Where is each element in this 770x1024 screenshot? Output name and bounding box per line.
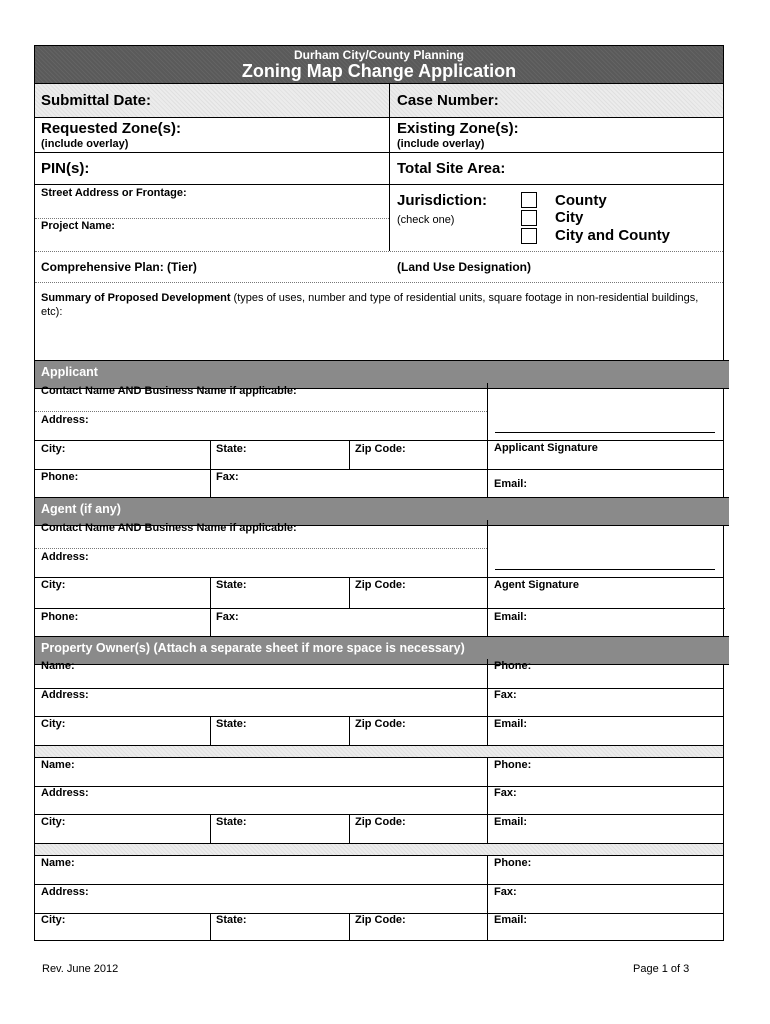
row-divider [35, 411, 487, 412]
owner-1-email-label: Email: [494, 718, 528, 730]
agent-city-label: City: [41, 579, 66, 591]
land-use-designation-label: (Land Use Designation) [397, 260, 532, 274]
owner-3-zip-label: Zip Code: [355, 914, 406, 926]
city-and-county-option-label: City and County [555, 227, 670, 244]
existing-zones-label: Existing Zone(s): [397, 120, 519, 137]
row-divider [35, 577, 723, 578]
summary-title: Summary of Proposed Development [41, 292, 231, 304]
city-option-label: City [555, 209, 584, 226]
applicant-section-header: Applicant [35, 360, 729, 389]
row-divider [35, 548, 487, 549]
form-header [35, 46, 723, 84]
owner-2-city-label: City: [41, 816, 66, 828]
agent-state-label: State: [216, 579, 247, 591]
requested-zones-label: Requested Zone(s): [41, 120, 182, 137]
row-divider [487, 608, 725, 609]
row-divider [35, 251, 723, 252]
applicant-contact-name-label: Contact Name AND Business Name if applicable: [41, 385, 297, 397]
general-divider [389, 84, 390, 251]
signature-divider [487, 520, 488, 636]
applicant-signature-label: Applicant Signature [494, 442, 598, 454]
owner-2-state-label: State: [216, 816, 247, 828]
cell-divider [487, 757, 488, 843]
owner-2-email-label: Email: [494, 816, 528, 828]
requested-zones-note: (include overlay) [41, 138, 129, 150]
agent-address-label: Address: [41, 551, 89, 563]
owner-1-name-label: Name: [41, 660, 75, 672]
revision-date: Rev. June 2012 [42, 963, 119, 975]
owner-2-name-label: Name: [41, 759, 75, 771]
summary-description: (types of uses, number and type of residential units, square footage in non-residential buildings, etc): [41, 292, 699, 318]
cell-divider [349, 440, 350, 469]
applicant-city-label: City: [41, 443, 66, 455]
agent-email-label: Email: [494, 611, 528, 623]
row-divider [35, 440, 723, 441]
cell-divider [349, 814, 350, 843]
row-divider [35, 688, 723, 689]
owner-separator-shade [35, 844, 723, 855]
street-address-label: Street Address or Frontage: [41, 187, 187, 199]
cell-divider [210, 577, 211, 636]
applicant-phone-label: Phone: [41, 471, 79, 483]
row-divider [35, 152, 723, 153]
summary-label [41, 291, 719, 319]
row-divider [35, 757, 723, 758]
owner-3-state-label: State: [216, 914, 247, 926]
owner-2-address-label: Address: [41, 787, 89, 799]
case-number-label: Case Number: [397, 92, 499, 109]
applicant-zip-label: Zip Code: [355, 443, 406, 455]
agent-phone-label: Phone: [41, 611, 79, 623]
row-divider [35, 814, 723, 815]
signature-divider [487, 383, 488, 497]
owner-1-address-label: Address: [41, 689, 89, 701]
row-divider [35, 855, 723, 856]
cell-divider [349, 577, 350, 608]
organization-name: Durham City/County Planning [293, 48, 464, 62]
jurisdiction-label: Jurisdiction: [397, 192, 488, 209]
owner-3-city-label: City: [41, 914, 66, 926]
row-divider [35, 282, 723, 283]
cell-divider [349, 716, 350, 745]
row-divider [35, 884, 723, 885]
row-divider [35, 469, 723, 470]
owner-2-zip-label: Zip Code: [355, 816, 406, 828]
cell-divider [210, 716, 211, 745]
row-divider [35, 786, 723, 787]
row-divider [35, 716, 723, 717]
existing-zones-note: (include overlay) [397, 138, 485, 150]
cell-divider [210, 913, 211, 941]
applicant-address-label: Address: [41, 414, 89, 426]
form-title: Zoning Map Change Application [241, 61, 517, 81]
applicant-signature-line[interactable] [495, 432, 715, 433]
cell-divider [487, 855, 488, 941]
agent-signature-line[interactable] [495, 569, 715, 570]
submittal-date-label: Submittal Date: [41, 92, 152, 109]
city-and-county-checkbox[interactable] [521, 228, 537, 244]
agent-zip-label: Zip Code: [355, 579, 406, 591]
cell-divider [210, 814, 211, 843]
agent-contact-name-label: Contact Name AND Business Name if applicable: [41, 522, 297, 534]
owner-1-fax-label: Fax: [494, 689, 517, 701]
pins-label: PIN(s): [41, 160, 90, 177]
zoning-application-form [34, 45, 724, 941]
applicant-email-label: Email: [494, 478, 528, 490]
agent-signature-label: Agent Signature [494, 579, 579, 591]
page-number: Page 1 of 3 [633, 963, 690, 975]
total-site-area-label: Total Site Area: [397, 160, 506, 177]
jurisdiction-note: (check one) [397, 214, 455, 226]
city-checkbox[interactable] [521, 210, 537, 226]
property-owner-section-header: Property Owner(s) (Attach a separate sheet if more space is necessary) [35, 636, 729, 665]
cell-divider [487, 659, 488, 745]
owner-separator-shade [35, 746, 723, 757]
owner-2-phone-label: Phone: [494, 759, 532, 771]
applicant-fax-label: Fax: [216, 471, 239, 483]
owner-3-email-label: Email: [494, 914, 528, 926]
owner-2-fax-label: Fax: [494, 787, 517, 799]
cell-divider [210, 440, 211, 497]
row-divider [35, 218, 389, 219]
county-option-label: County [555, 192, 607, 209]
owner-3-name-label: Name: [41, 857, 75, 869]
row-divider [35, 184, 723, 185]
owner-3-address-label: Address: [41, 886, 89, 898]
project-name-label: Project Name: [41, 220, 115, 232]
owner-1-state-label: State: [216, 718, 247, 730]
owner-1-zip-label: Zip Code: [355, 718, 406, 730]
owner-1-phone-label: Phone: [494, 660, 532, 672]
applicant-state-label: State: [216, 443, 247, 455]
county-checkbox[interactable] [521, 192, 537, 208]
owner-3-phone-label: Phone: [494, 857, 532, 869]
agent-section-header: Agent (if any) [35, 497, 729, 526]
agent-fax-label: Fax: [216, 611, 239, 623]
owner-3-fax-label: Fax: [494, 886, 517, 898]
cell-divider [349, 913, 350, 941]
owner-1-city-label: City: [41, 718, 66, 730]
comprehensive-plan-label: Comprehensive Plan: (Tier) [41, 260, 197, 274]
row-divider [35, 117, 723, 118]
